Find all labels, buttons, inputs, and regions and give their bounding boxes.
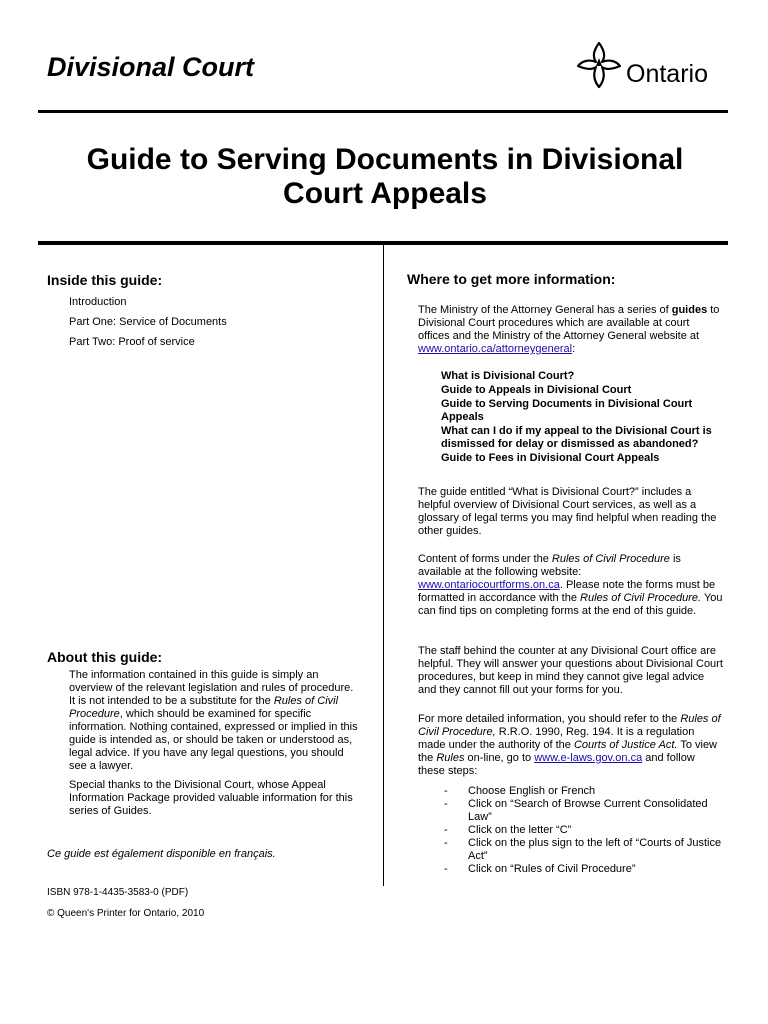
step-item: - Click on the plus sign to the left of “Courts of Justice Act” — [444, 837, 724, 863]
toc-item: Introduction — [69, 296, 127, 308]
document-title-line1: Guide to Serving Documents in Divisional — [86, 143, 684, 176]
document-title — [40, 143, 730, 211]
steps-list — [444, 785, 724, 876]
court-forms-link[interactable]: www.ontariocourtforms.on.ca — [418, 579, 560, 591]
about-guide-heading: About this guide: — [47, 649, 163, 665]
attorney-general-link[interactable]: www.ontario.ca/attorneygeneral — [418, 343, 573, 355]
guide-title: Guide to Fees in Divisional Court Appeals — [441, 452, 660, 464]
french-availability-note: Ce guide est également disponible en français. — [47, 848, 276, 860]
guide-title: Guide to Appeals in Divisional Court — [441, 384, 632, 396]
header-rule — [38, 110, 728, 113]
isbn: ISBN 978-1-4435-3583-0 (PDF) — [47, 887, 189, 898]
step-item: - Click on the letter “C” — [444, 824, 724, 837]
more-info-paragraph-5: For more detailed information, you should refer to the Rules of Civil Procedure, R.R.O. 1990, Reg. 194. It is a regulation made under the authority of the Courts of Justice Act. To view the Rules on-line, go to www.e-laws.gov.on.ca and follow these steps: — [418, 713, 721, 777]
step-item: - Click on “Rules of Civil Procedure” — [444, 863, 724, 876]
about-paragraph-2: Special thanks to the Divisional Court, whose Appeal Information Package provided valuable information for this series of Guides. — [69, 779, 353, 817]
guide-title: What can I do if my appeal to the Divisional Court is dismissed for delay or dismissed as abandoned? — [441, 425, 712, 450]
inside-guide-list — [69, 296, 227, 356]
more-info-paragraph-2: The guide entitled “What is Divisional Court?” includes a helpful overview of Divisional Court services, as well as a glossary of legal terms you may find helpful when reading the other guides. — [418, 486, 717, 537]
about-paragraph-1: The information contained in this guide is simply an overview of the relevant legislation and rules of procedure. It is not intended to be a substitute for the Rules of Civil Procedure, which should be examined for specific information. Nothing contained, expressed or implied in this guide is intended as, or should be taken or understood as, legal advice. If you have any legal questions, you should see a lawyer. — [69, 669, 358, 772]
trillium-icon — [575, 40, 623, 90]
document-title-line2: Court Appeals — [283, 177, 487, 210]
more-info-paragraph-4: The staff behind the counter at any Divisional Court office are helpful. They will answer your questions about Divisional Court procedures, but keep in mind they cannot give legal advice and they cannot fill out your forms for you. — [418, 645, 723, 696]
toc-item: Part Two: Proof of service — [69, 336, 195, 348]
more-info-paragraph-3: Content of forms under the Rules of Civil Procedure is available at the following website: www.ontariocourtforms.on.ca. Please note the forms must be formatted in accordance with the Rules of Civil Procedure. You can find tips on completing forms at the end of this guide. — [418, 553, 723, 617]
logo-wordmark: Ontario — [626, 60, 708, 88]
more-info-heading: Where to get more information: — [407, 271, 616, 287]
e-laws-link[interactable]: www.e-laws.gov.on.ca — [534, 752, 643, 764]
copyright: © Queen's Printer for Ontario, 2010 — [47, 908, 205, 919]
header-title: Divisional Court — [47, 52, 255, 82]
inside-guide-heading: Inside this guide: — [47, 272, 163, 288]
guide-title: Guide to Serving Documents in Divisional Court Appeals — [441, 398, 693, 423]
step-item: - Choose English or French — [444, 785, 724, 798]
toc-item: Part One: Service of Documents — [69, 316, 227, 328]
step-item: - Click on “Search of Browse Current Consolidated Law” — [444, 798, 724, 824]
ontario-logo — [575, 40, 725, 95]
guide-title: What is Divisional Court? — [441, 370, 575, 382]
guide-list — [441, 370, 726, 466]
column-divider — [383, 245, 384, 886]
more-info-intro: The Ministry of the Attorney General has a series of guides to Divisional Court procedures which are available at court offices and the Ministry of the Attorney General website at www.ontario.ca/attorneygeneral: — [418, 304, 720, 355]
